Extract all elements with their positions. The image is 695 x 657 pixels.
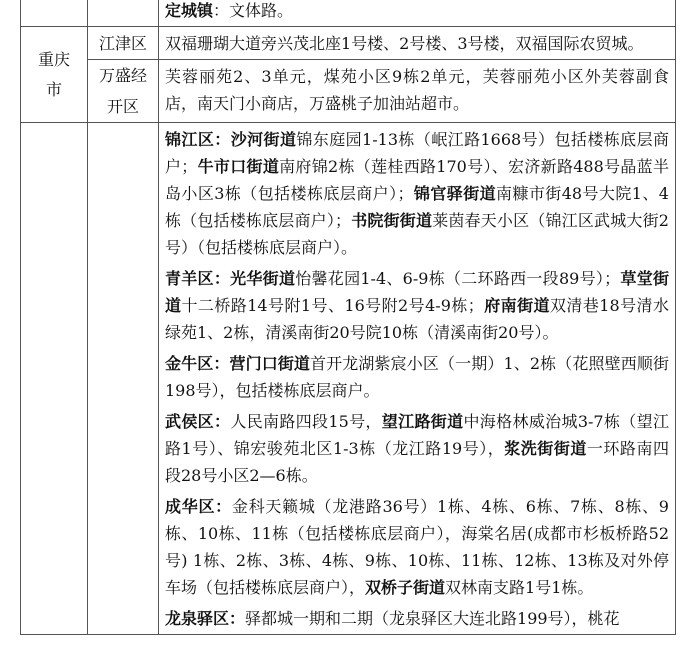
district-cell xyxy=(88,60,159,123)
town-label: 定城镇 xyxy=(165,1,214,20)
table-row xyxy=(21,123,676,635)
detail-text: 芙蓉丽苑2、3单元，煤苑小区9栋2单元，芙蓉丽苑小区外芙蓉副食店，南天门小商店，万盛桃子加油站超市。 xyxy=(165,67,669,113)
district-name: 万盛经开区 xyxy=(99,66,148,116)
detail-cell xyxy=(159,0,676,27)
paragraph-wuhou: 武侯区：人民南路四段15号，望江路街道中海格林威治城3-7栋（望江路1号）、锦宏骏苑北区1-3栋（龙江路19号），浆洗街街道一环路南四段28号小区2—6栋。 xyxy=(165,412,669,485)
detail-cell xyxy=(159,60,676,123)
district-cell xyxy=(88,27,159,60)
city-cell xyxy=(21,123,88,635)
table-row xyxy=(21,0,676,27)
town-text: ：文体路。 xyxy=(213,1,294,20)
detail-cell xyxy=(159,123,676,635)
epidemic-area-table xyxy=(20,0,676,635)
table-row xyxy=(21,27,676,60)
detail-text: 双福珊瑚大道旁兴茂北座1号楼、2号楼、3号楼，双福国际农贸城。 xyxy=(165,34,644,53)
paragraph-jinniu: 金牛区：营门口街道首开龙湖紫宸小区（一期）1、2栋（花照壁西顺街198号），包括楼栋底层商户。 xyxy=(165,354,669,400)
table-row xyxy=(21,60,676,123)
paragraph-longquanyi: 龙泉驿区：驿都城一期和二期（龙泉驿区大连北路199号），桃花 xyxy=(165,609,620,628)
paragraph-qingyang: 青羊区：光华街道怡馨花园1-4、6-9栋（二环路西一段89号）；草堂街道十二桥路14号附1号、16号附2号4-9栋；府南街道双清巷18号清水绿苑1、2栋，清溪南街20号院10栋（清溪南街20号）。 xyxy=(165,269,669,342)
detail-cell xyxy=(159,27,676,60)
district-name: 江津区 xyxy=(98,33,147,53)
city-name: 重庆市 xyxy=(37,49,70,99)
city-cell xyxy=(21,27,88,123)
district-cell xyxy=(88,123,159,635)
paragraph-chenghua: 成华区：金科天籁城（龙港路36号）1栋、4栋、6栋、7栋、8栋、9栋、10栋、11栋（包括楼栋底层商户），海棠名居(成都市杉板桥路52号) 1栋、2栋、3栋、4栋、9栋、10栋、11栋、12栋、13栋及对外停车场（包括楼栋底层商户），双桥子街道双林南支路1号1栋。 xyxy=(165,497,669,597)
paragraph-jinjiang: 锦江区：沙河街道锦东庭园1-13栋（岷江路1668号）包括楼栋底层商户；牛市口街道南府锦2栋（莲桂西路170号）、宏济新路488号晶蓝半岛小区3栋（包括楼栋底层商户）；锦官驿街道南糠市街48号大院1、4栋（包括楼栋底层商户）；书院街街道莱茵春天小区（锦江区武城大街2号）（包括楼栋底层商户）。 xyxy=(165,130,669,257)
